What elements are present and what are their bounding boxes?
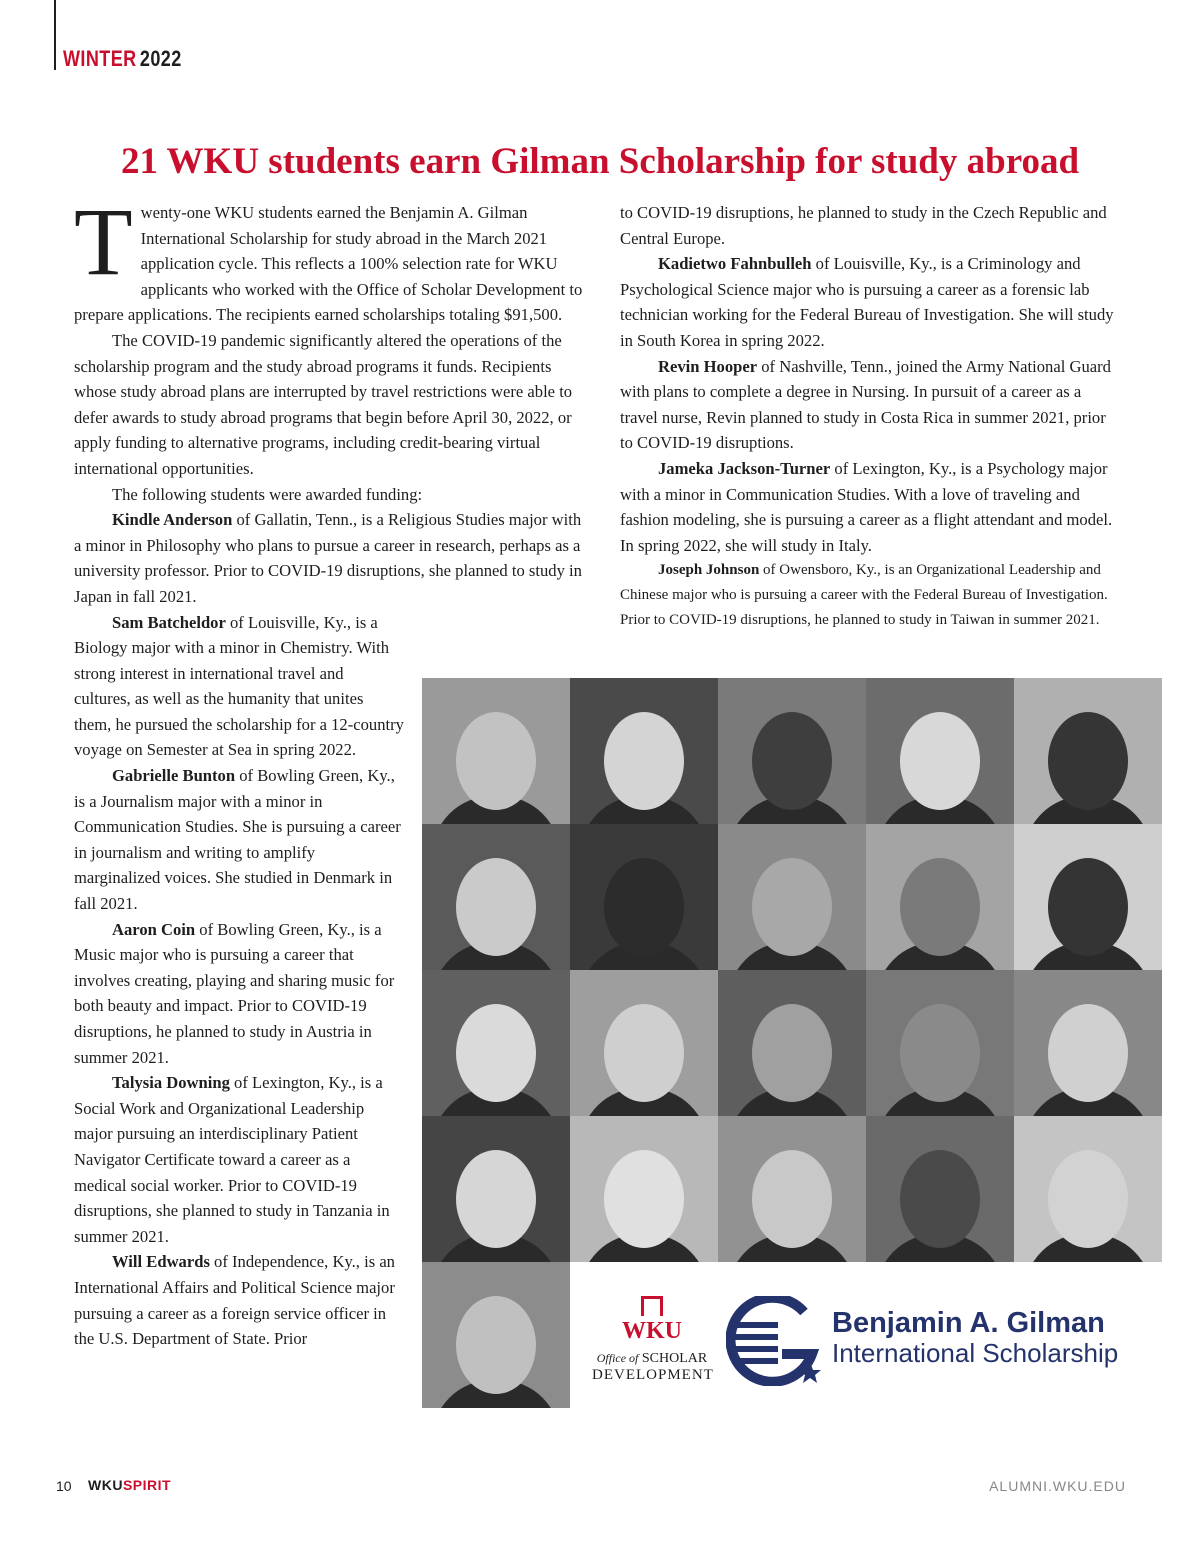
student-entry-johnson [620,558,1120,632]
student-name: Kadietwo Fahnbulleh [658,254,812,274]
awarded-paragraph: The following students were awarded funding: [112,484,423,504]
student-name: Sam Batcheldor [112,612,226,632]
student-text: of Lexington, Ky., is a Psychology major with a minor in Communication Studies. With a love of traveling and fashion modeling, she is pursuing a career as a flight attendant and model. In spring 2022, she will study in Italy. [620,458,1113,555]
student-photo [1014,678,1162,824]
photo-face [456,858,536,956]
student-name: Revin Hooper [658,356,758,376]
right-column [620,200,1120,632]
gilman-line2: International Scholarship [832,1338,1119,1368]
photo-face [1048,1004,1128,1102]
photo-face [900,712,980,810]
student-photo [866,824,1014,970]
tower-icon [641,1296,663,1316]
photo-face [604,1150,684,1248]
development-text: DEVELOPMENT [592,1367,714,1383]
footer-url: ALUMNI.WKU.EDU [989,1478,1126,1494]
article-headline: 21 WKU students earn Gilman Scholarship for study abroad [120,141,1080,182]
office-line [592,1350,712,1367]
brand-spirit: SPIRIT [122,1477,172,1493]
photo-face [456,1296,536,1394]
student-entry-batcheldor [74,610,404,764]
student-text: of Independence, Ky., is an International Affairs and Political Science major pursuing a career as a foreign service officer in the U.S. Department of State. Prior [74,1252,395,1349]
gilman-wordmark [832,1308,1118,1368]
pandemic-paragraph: The COVID-19 pandemic significantly altered the operations of the scholarship program and the study abroad programs it funds. Recipients whose study abroad plans are interrupted by travel restrictions were able to defer awards to study abroad programs that begin before April 30, 2022, or apply funding to alternative programs, including credit-bearing virtual international opportunities. [74,330,573,478]
wku-wordmark: WKU [622,1318,682,1344]
student-photo [570,1116,718,1262]
photo-face [900,1150,980,1248]
continuation-paragraph: to COVID-19 disruptions, he planned to study in the Czech Republic and Central Europe. [620,203,1107,248]
student-text: of Louisville, Ky., is a Biology major with a minor in Chemistry. With strong interest in international travel and cultures, as well as the humanity that unites them, he pursued the scholarship for a 12-country voyage on Semester at Sea in spring 2022. [74,612,404,760]
student-entry-anderson [74,507,586,609]
page-number: 10 [56,1478,72,1494]
photo-face [456,1004,536,1102]
student-photo [570,970,718,1116]
photo-face [752,858,832,956]
student-photo [866,1116,1014,1262]
photo-face [752,1150,832,1248]
student-photo [422,1116,570,1262]
student-name: Jameka Jackson-Turner [658,458,831,478]
student-name: Kindle Anderson [112,510,233,530]
photo-face [604,858,684,956]
student-entry-fahnbulleh [620,251,1120,353]
student-name: Joseph Johnson [658,562,760,579]
wku-scholar-development-logo [592,1296,712,1383]
office-of-text: Office of [596,1351,639,1365]
student-entry-jackson-turner [620,456,1120,558]
photo-face [604,712,684,810]
narrow-column [74,610,404,1352]
student-entry-coin [74,917,404,1071]
student-photo [718,970,866,1116]
student-name: Will Edwards [112,1252,210,1272]
brand-wku: WKU [88,1477,123,1493]
student-photo [1014,970,1162,1116]
footer-brand [88,1477,171,1493]
scholar-text: SCHOLAR [641,1351,708,1366]
photo-face [1048,712,1128,810]
photo-face [752,712,832,810]
issue-year: 2022 [139,46,182,71]
student-photo [1014,1116,1162,1262]
student-photo [718,824,866,970]
photo-face [456,712,536,810]
student-text: of Bowling Green, Ky., is a Journalism major with a minor in Communication Studies. She is pursuing a career in journalism and writing to amplify marginalized voices. She studied in Denmark in fall 2021. [74,766,401,914]
student-text: of Owensboro, Ky., is an Organizational Leadership and Chinese major who is pursuing a career with the Federal Bureau of Investigation. Prior to COVID-19 disruptions, he planned to study in Taiwan in summer 2021. [620,562,1108,628]
student-photo [422,824,570,970]
gilman-g-logo-icon [726,1296,826,1386]
student-text: of Louisville, Ky., is a Criminology and Psychological Science major who is pursuing a career as a forensic lab technician working for the Federal Bureau of Investigation. She will study in South Korea in spring 2022. [620,254,1114,350]
issue-label [63,46,182,72]
student-text: of Lexington, Ky., is a Social Work and Organizational Leadership major pursuing an interdisciplinary Patient Navigator Certificate toward a career as a medical social worker. Prior to COVID-19 disruptions, she planned to study in Tanzania in summer 2021. [74,1073,390,1246]
student-photo [422,1262,570,1408]
student-name: Gabrielle Bunton [112,766,236,786]
student-photo [422,970,570,1116]
drop-cap: T [74,188,133,295]
issue-season: WINTER [63,46,137,71]
photo-face [456,1150,536,1248]
student-text: of Bowling Green, Ky., is a Music major who is pursuing a career that involves creating, playing and sharing music for both beauty and impact. Prior to COVID-19 disruptions, he planned to study in Austria in summer 2021. [74,919,395,1067]
student-photo [866,970,1014,1116]
student-photo [718,678,866,824]
intro-paragraph [74,188,586,328]
student-name: Aaron Coin [112,919,196,939]
student-photo [1014,824,1162,970]
student-photo [422,678,570,824]
photo-face [900,858,980,956]
student-photo [570,824,718,970]
gilman-line1: Benjamin A. Gilman [832,1307,1105,1339]
edge-rule [54,0,56,70]
student-name: Talysia Downing [112,1073,230,1093]
photo-face [1048,858,1128,956]
student-photo [718,1116,866,1262]
student-entry-bunton [74,763,404,917]
student-entry-downing [74,1070,404,1249]
student-text: of Nashville, Tenn., joined the Army National Guard with plans to complete a degree in Nursing. In pursuit of a career as a travel nurse, Revin planned to study in Costa Rica in summer 2021, prior to COVID-19 disruptions. [620,356,1111,453]
student-photo [570,678,718,824]
photo-face [604,1004,684,1102]
student-entry-hooper [620,354,1120,456]
intro-text: wenty-one WKU students earned the Benjamin A. Gilman International Scholarship for study abroad in the March 2021 application cycle. This reflects a 100% selection rate for WKU applicants who worked with the Office of Scholar Development to prepare applications. The recipients earned scholarships totaling $91,500. [74,203,583,325]
photo-face [752,1004,832,1102]
student-photo [866,678,1014,824]
student-entry-edwards [74,1249,404,1351]
photo-face [900,1004,980,1102]
student-text: of Gallatin, Tenn., is a Religious Studies major with a minor in Philosophy who plans to pursue a career in research, perhaps as a university professor. Prior to COVID-19 disruptions, she planned to study in Japan in fall 2021. [74,510,582,606]
photo-face [1048,1150,1128,1248]
